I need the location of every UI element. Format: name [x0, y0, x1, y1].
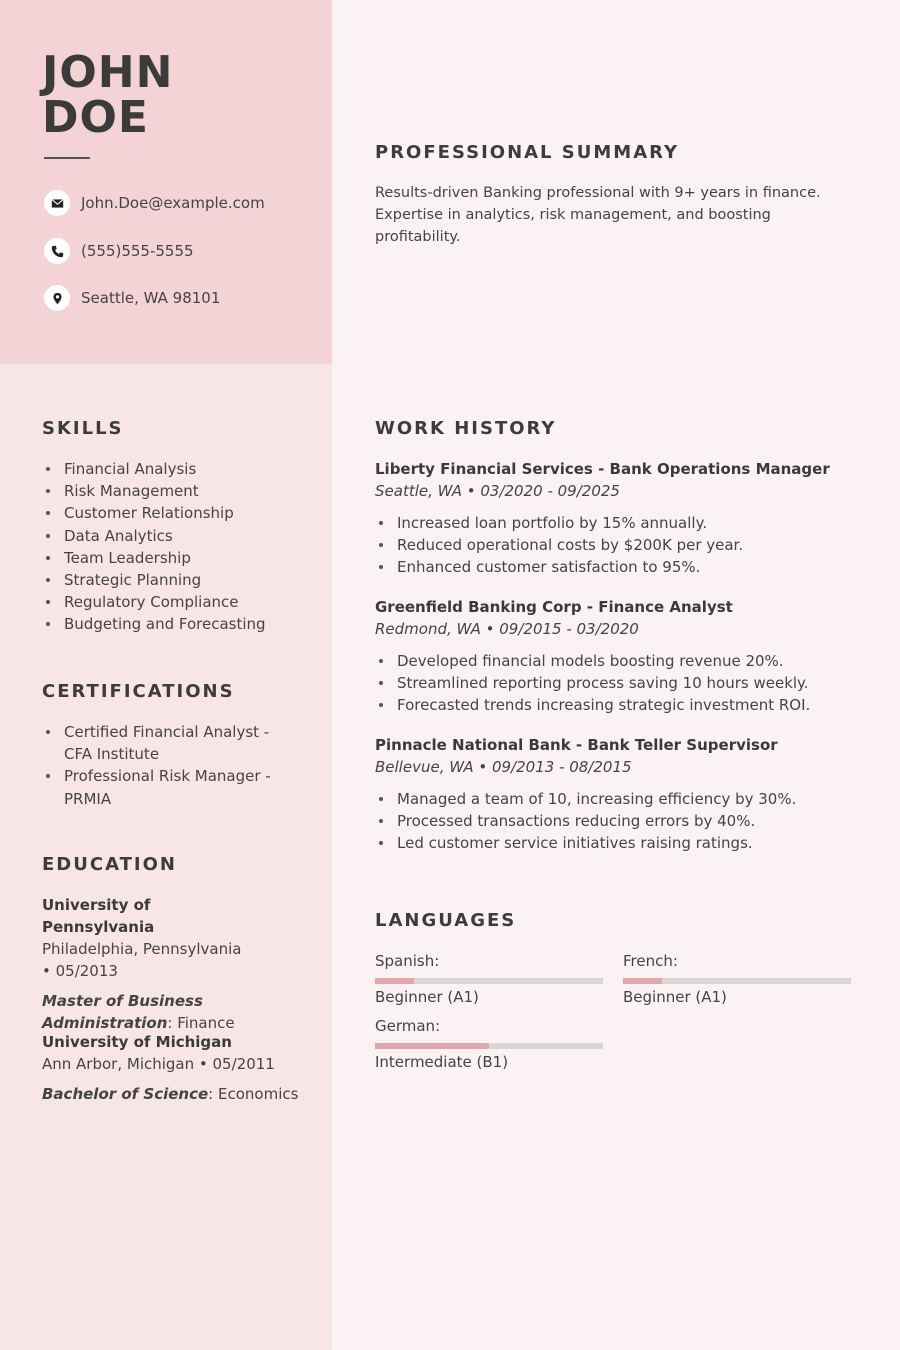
- job-title: Liberty Financial Services - Bank Operations Manager: [375, 460, 830, 478]
- proficiency-bar: [375, 978, 603, 984]
- phone-text: (555)555-5555: [81, 242, 194, 260]
- skill-item: Regulatory Compliance: [42, 591, 322, 613]
- job-title: Greenfield Banking Corp - Finance Analyst: [375, 598, 733, 616]
- job-bullet: Managed a team of 10, increasing efficiency by 30%.: [375, 788, 875, 810]
- job-meta: Redmond, WA • 09/2015 - 03/2020: [375, 620, 639, 638]
- job-entry: [375, 596, 875, 717]
- degree-field: : Economics: [208, 1085, 299, 1103]
- languages-heading: LANGUAGES: [375, 910, 517, 931]
- degree: [42, 990, 312, 1034]
- language-level: Beginner (A1): [375, 988, 479, 1006]
- education-entry: [42, 894, 247, 1034]
- skill-item: Customer Relationship: [42, 502, 322, 524]
- language-spanish: [375, 950, 603, 1008]
- education-heading: EDUCATION: [42, 854, 177, 875]
- job-meta: Seattle, WA • 03/2020 - 09/2025: [375, 482, 620, 500]
- school-location-date: Philadelphia, Pennsylvania • 05/2013: [42, 940, 242, 980]
- skill-item: Risk Management: [42, 480, 322, 502]
- skills-heading: SKILLS: [42, 418, 124, 439]
- certification-item: Certified Financial Analyst - CFA Institute: [42, 721, 287, 765]
- job-bullet: Reduced operational costs by $200K per year.: [375, 534, 875, 556]
- job-bullets: [375, 788, 875, 855]
- last-name: DOE: [42, 92, 149, 143]
- degree: [42, 1083, 312, 1105]
- skill-item: Strategic Planning: [42, 569, 322, 591]
- job-bullet: Enhanced customer satisfaction to 95%.: [375, 556, 875, 578]
- proficiency-fill: [375, 978, 414, 984]
- school-location-date: Ann Arbor, Michigan • 05/2011: [42, 1055, 275, 1073]
- proficiency-fill: [623, 978, 662, 984]
- skill-item: Budgeting and Forecasting: [42, 613, 322, 635]
- name-divider: [44, 157, 90, 159]
- job-bullet: Increased loan portfolio by 15% annually.: [375, 512, 875, 534]
- job-title: Pinnacle National Bank - Bank Teller Supervisor: [375, 736, 778, 754]
- school-name: University of Pennsylvania: [42, 896, 155, 936]
- job-entry: [375, 458, 875, 579]
- contact-phone[interactable]: [44, 237, 324, 265]
- summary-heading: PROFESSIONAL SUMMARY: [375, 142, 680, 163]
- language-german: [375, 1015, 603, 1073]
- proficiency-fill: [375, 1043, 489, 1049]
- phone-icon: [44, 238, 70, 264]
- job-bullet: Led customer service initiatives raising ratings.: [375, 832, 875, 854]
- job-meta: Bellevue, WA • 09/2013 - 08/2015: [375, 758, 632, 776]
- language-name: German:: [375, 1017, 441, 1035]
- skill-item: Financial Analysis: [42, 458, 322, 480]
- language-name: Spanish:: [375, 952, 440, 970]
- certifications-list: [42, 721, 287, 810]
- job-entry: [375, 734, 875, 855]
- job-bullet: Processed transactions reducing errors by 40%.: [375, 810, 875, 832]
- envelope-icon: [44, 190, 70, 216]
- skill-item: Team Leadership: [42, 547, 322, 569]
- school-name: University of Michigan: [42, 1033, 232, 1051]
- first-name: JOHN: [42, 47, 174, 98]
- skills-list: [42, 458, 322, 636]
- education-entry: [42, 1031, 312, 1105]
- job-bullets: [375, 512, 875, 579]
- certification-item: Professional Risk Manager - PRMIA: [42, 765, 287, 809]
- summary-text: Results-driven Banking professional with 9+ years in finance. Expertise in analytics, risk management, and boosting profitability.: [375, 185, 821, 245]
- degree-title: Master of Business Administration: [42, 992, 203, 1032]
- job-bullet: Streamlined reporting process saving 10 hours weekly.: [375, 672, 875, 694]
- email-text: John.Doe@example.com: [81, 194, 265, 212]
- skill-item: Data Analytics: [42, 525, 322, 547]
- contact-location: [44, 284, 324, 312]
- location-pin-icon: [44, 285, 70, 311]
- job-bullets: [375, 650, 875, 717]
- language-french: [623, 950, 851, 1008]
- language-level: Beginner (A1): [623, 988, 727, 1006]
- candidate-name: [42, 47, 174, 143]
- location-text: Seattle, WA 98101: [81, 289, 221, 307]
- job-bullet: Forecasted trends increasing strategic investment ROI.: [375, 694, 875, 716]
- degree-title: Bachelor of Science: [42, 1085, 209, 1103]
- certifications-heading: CERTIFICATIONS: [42, 681, 235, 702]
- degree-field: : Finance: [167, 1014, 235, 1032]
- language-name: French:: [623, 952, 678, 970]
- contact-email[interactable]: [44, 189, 324, 217]
- language-level: Intermediate (B1): [375, 1053, 509, 1071]
- proficiency-bar: [623, 978, 851, 984]
- job-bullet: Developed financial models boosting revenue 20%.: [375, 650, 875, 672]
- work-history-heading: WORK HISTORY: [375, 418, 557, 439]
- proficiency-bar: [375, 1043, 603, 1049]
